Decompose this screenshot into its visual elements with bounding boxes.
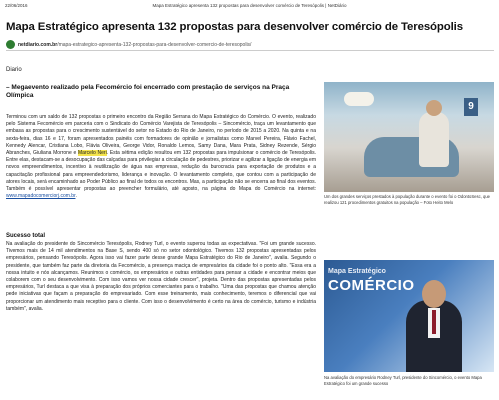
subheading: Sucesso total xyxy=(6,233,46,239)
photo-caption-2: Na avaliação do empresário Rodney Turl, presidente do Sincomércio, o evento Mapa Estratégico foi um grande sucesso xyxy=(324,375,482,386)
dentist-figure xyxy=(419,112,449,167)
site-domain[interactable]: netdiario.com.br xyxy=(18,41,58,48)
dental-service-photo xyxy=(324,82,494,192)
paragraph-text: . Esta sétima edição resultou em 132 propostas para impulsionar o comércio de Teresópolis. Entre elas, destacam-se a desocupação das calçadas para privilegiar a circulação de pedestres, priorizar e agilizar a ligação de energia em novos empreendimentos, incentivo à reutilização de água nas empresas, redução da burocracia para exportação de produtos e a capacitação profissional para empreendedorismo, liderança e inovação. O levantamento completo, que contou com a participação de atores locais, será encaminhado ao Poder Público ao final de todos os encontros. Mas, a participação não se encerra ao final dos eventos. Também é possível apresentar propostas ao preencher formulário, até agosto, na página do Mapa do Comércio na internet: xyxy=(6,150,316,193)
event-banner-top: Mapa Estratégico xyxy=(328,268,386,275)
man-tie xyxy=(432,310,436,334)
article-paragraph-2: Na avaliação do presidente do Sincomércio Teresópolis, Rodney Turl, o evento superou todas as expectativas. "Foi um grande sucesso. Tivemos mais de 14 mil atendimentos na Base S, sendo 400 só no setor odontológico. Tivemos 132 propostas apresentadas pelos empresários, pensando Teresópolis. Agora isso vai fazer parte desse grande Mapa Estratégico do Rio de Janeiro", avalia. Segundo o presidente, que também faz parte da diretoria da Fecomércio, a presença maciça de empresários da cidade foi o ponto alto. "Essa era a nossa intuito e nós alcançamos. Reunimos o comércio, os empresários e outras entidades para pensar a cidade e encontrar meios que colaborem com o seu desenvolvimento. Com isso vamos ver nossa cidade crescer", projeta. Dentro das propostas apresentadas pelos empresários, Turl destaca a que visa à preparação dos próprios comerciantes para o trabalho. "Uma das propostas que chamou atenção pede iniciativas que façam a preparação do empresariado. Com esse treinamento, mais conhecimento, teremos o diferencial que vai proporcionar um atendimento mais receptivo para o cliente. Com isso o desenvolvimento é certo na área do comércio, turismo e indústria também", avalia. xyxy=(6,241,316,312)
highlighted-name: Marcelo Neri xyxy=(78,150,107,157)
print-date: 22/06/2016 xyxy=(5,3,28,8)
print-title: Mapa Estratégico apresenta 132 propostas para desenvolver comércio de Teresópolis | NetDiário xyxy=(152,3,347,8)
dental-lamp xyxy=(344,92,374,106)
photo-caption-1: Um dos grandes serviços prestados à população durante o evento foi o OdontoSesc, que realizou 121 procedimentos gratuitos na população – Foto Heito Melo xyxy=(324,194,490,205)
article-lead: – Megaevento realizado pela Fecomércio foi encerrado com prestação de serviços na Praça Olímpica xyxy=(6,84,290,99)
mapa-comercio-link[interactable]: www.mapadocomerciorj.com.br xyxy=(6,193,76,200)
site-logo-icon xyxy=(6,40,15,49)
room-number-sign: 9 xyxy=(464,98,478,116)
print-header xyxy=(5,3,494,11)
section-label[interactable]: Diario xyxy=(6,67,22,73)
source-url-bar[interactable] xyxy=(6,39,494,51)
event-banner-main: COMÉRCIO xyxy=(328,277,415,294)
article-headline: Mapa Estratégico apresenta 132 propostas para desenvolver comércio de Teresópolis xyxy=(6,21,463,33)
site-path[interactable]: /mapa-estrategico-apresenta-132-propostas-para-desenvolver-comercio-de-teresopolis/ xyxy=(57,41,252,48)
man-head xyxy=(422,280,446,308)
dentist-head xyxy=(426,100,442,116)
article-paragraph-1 xyxy=(6,114,316,218)
paragraph-text: Terminou com um saldo de 132 propostas o primeiro encontro da Região Serrana do Mapa Estratégico do Comércio. O evento, realizado pelo Sistema Fecomércio em parceria com o Sindicato do Comércio Varejista de Teresópolis – Sincomércio, traça um levantamento que embasa as propostas para o crescimento sustentável do setor no Estado do Rio de Janeiro, no período de 2015 a 2020. Na quinta e na sexta-feira, dias 16 e 17, foram apresentados painéis com formadores de opinião e jornalistas como Marvel Pereira, Flávio Fachel, Kennedy Alencar, Cristiana Lobo, Flávia Oliveira, George Vidor, Ronaldo Lemos, Samy Dana, Mara Prata, Sidney Rezende, Sérgio Abranches, Giuliana Morrone e xyxy=(6,114,316,157)
paragraph-end: . xyxy=(75,193,77,200)
rodney-turl-photo xyxy=(324,260,494,372)
